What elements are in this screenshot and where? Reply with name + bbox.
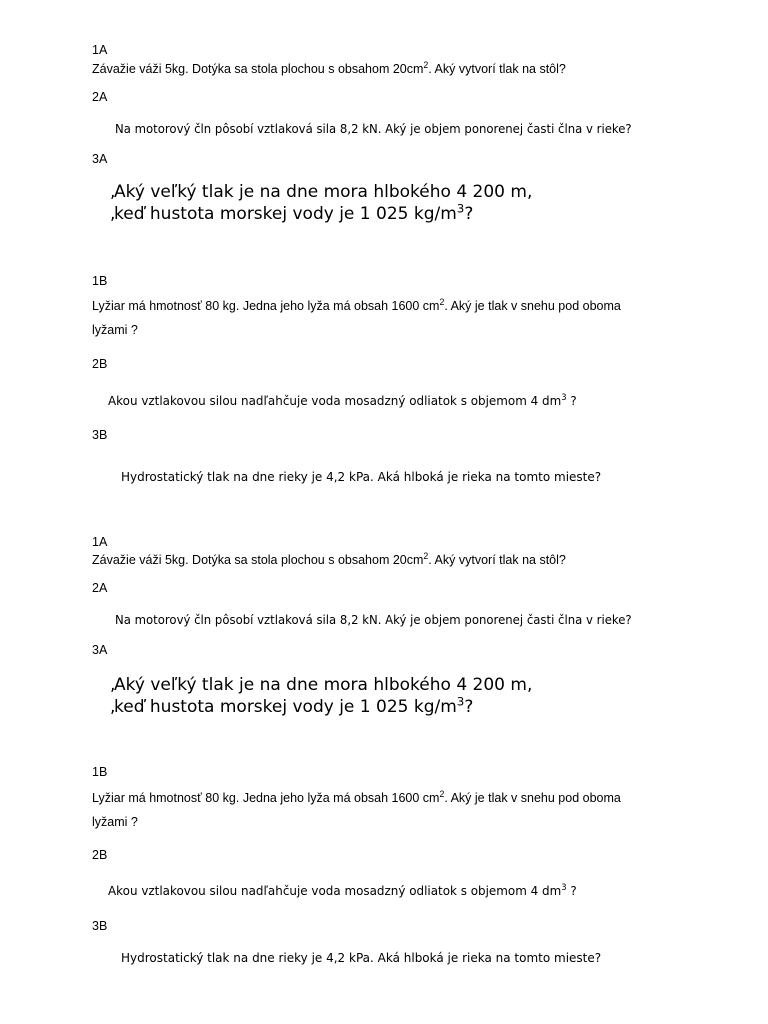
question-label-2b: 2B bbox=[92, 357, 108, 371]
question-3a-text: ,Aký veľký tlak je na dne mora hlbokého 4 200 m, ,keď hustota morskej vody je 1 025 $kg/m^3$? bbox=[110, 182, 533, 224]
question-1b-text: Lyžiar má hmotnosť 80 kg. Jedna jeho lyža má obsah 1600 $cm^2$. Aký je tlak v snehu pod oboma lyžami ? bbox=[92, 789, 621, 829]
question-2a-text: Na motorový čln pôsobí vztlaková sila 8,2 kN. Aký je objem ponorenej časti člna v rieke? bbox=[115, 121, 632, 136]
question-1a-text: Závažie váži 5kg. Dotýka sa stola plochou s obsahom $20cm^2$. Aký vytvorí tlak na stôl? bbox=[92, 60, 566, 76]
question-2b-text: Akou vztlakovou silou nadľahčuje voda mosadzný odliatok s objemom 4 $dm^3$ ? bbox=[108, 883, 577, 898]
question-label-3b: 3B bbox=[92, 428, 108, 442]
question-label-2a: 2A bbox=[92, 90, 108, 104]
question-2b-text: Akou vztlakovou silou nadľahčuje voda mosadzný odliatok s objemom 4 $dm^3$ ? bbox=[108, 393, 577, 408]
question-label-2b: 2B bbox=[92, 848, 108, 862]
question-3a-text: ,Aký veľký tlak je na dne mora hlbokého 4 200 m, ,keď hustota morskej vody je 1 025 $kg/m^3$? bbox=[110, 675, 533, 717]
question-label-1a: 1A bbox=[92, 535, 108, 549]
question-label-1b: 1B bbox=[92, 274, 108, 288]
question-3b-text: Hydrostatický tlak na dne rieky je 4,2 kPa. Aká hlboká je rieka na tomto mieste? bbox=[121, 950, 602, 965]
question-label-3a: 3A bbox=[92, 152, 108, 166]
question-label-1a: 1A bbox=[92, 43, 108, 57]
question-1b-text: Lyžiar má hmotnosť 80 kg. Jedna jeho lyža má obsah 1600 $cm^2$. Aký je tlak v snehu pod oboma lyžami ? bbox=[92, 297, 621, 337]
question-2a-text: Na motorový čln pôsobí vztlaková sila 8,2 kN. Aký je objem ponorenej časti člna v rieke? bbox=[115, 612, 632, 627]
question-label-2a: 2A bbox=[92, 581, 108, 595]
question-label-3b: 3B bbox=[92, 919, 108, 933]
question-1a-text: Závažie váži 5kg. Dotýka sa stola plochou s obsahom $20cm^2$. Aký vytvorí tlak na stôl? bbox=[92, 551, 566, 567]
question-label-3a: 3A bbox=[92, 643, 108, 657]
question-3b-text: Hydrostatický tlak na dne rieky je 4,2 kPa. Aká hlboká je rieka na tomto mieste? bbox=[121, 469, 602, 484]
question-label-1b: 1B bbox=[92, 765, 108, 779]
